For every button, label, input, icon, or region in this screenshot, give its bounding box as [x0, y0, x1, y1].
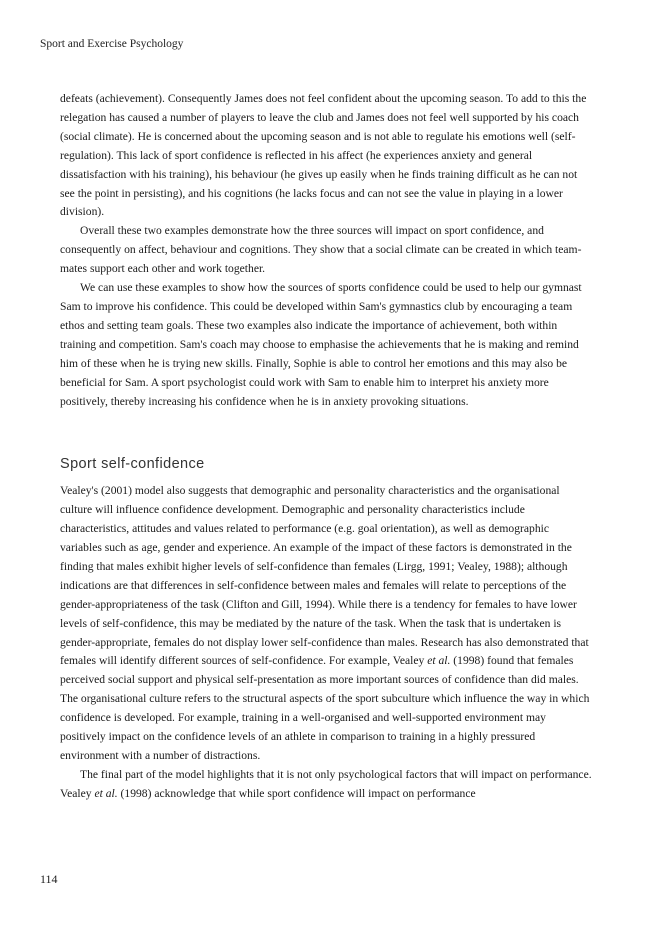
paragraph [60, 482, 592, 766]
text-run: The final part of the model highlights that it is not only psychological factors that will impact on performance. Vealey [60, 767, 592, 800]
section-heading: Sport self-confidence [60, 456, 205, 473]
text-run: (1998) found that females perceived social support and physical self-presentation as more important sources of confidence than did males. The organisational culture refers to the structural aspects of the sport subculture which influence the way in which confidence is developed. For example, training in a well-organised and well-supported environment may positively impact on the confidence levels of an athlete in comparison to training in a highly pressured environment with a number of distractions. [60, 654, 590, 762]
paragraph: We can use these examples to show how the sources of sports confidence could be used to help our gymnast Sam to improve his confidence. This could be developed within Sam's gymnastics club by encouraging a team ethos and setting team goals. These two examples also indicate the importance of achievement, both within training and competition. Sam's coach may choose to emphasise the achievements that he is making and remind him of these when he is trying new skills. Finally, Sophie is able to control her emotions and this may also be beneficial for Sam. A sport psychologist could work with Sam to enable him to interpret his anxiety more positively, thereby increasing his confidence when he is in anxiety provoking situations. [60, 281, 582, 408]
paragraph [60, 766, 592, 804]
text-run: (1998) acknowledge that while sport confidence will impact on performance [117, 786, 476, 800]
text-run: Vealey's (2001) model also suggests that demographic and personality characteristics and the organisational culture will influence confidence development. Demographic and personality characteristics include characteristics, attitudes and values related to performance (e.g. goal orientation), as well as demographic variables such as age, gender and experience. An example of the impact of these factors is demonstrated in the finding that males exhibit higher levels of self-confidence than females (Lirgg, 1991; Vealey, 1988); although indications are that differences in self-confidence between males and females will relate to perceptions of the gender-appropriateness of the task (Clifton and Gill, 1994). While there is a tendency for females to have lower levels of self-confidence, this may be mediated by the nature of the task. When the task that is undertaken is gender-appropriate, females do not display lower self-confidence than males. Research has also demonstrated that females will identify different sources of self-confidence. For example, Vealey [60, 484, 589, 668]
paragraph: defeats (achievement). Consequently James does not feel confident about the upcoming season. To add to this the relegation has caused a number of players to leave the club and James does not feel well supported by his coach (social climate). He is concerned about the upcoming season and is not able to regulate his emotions well (self-regulation). This lack of sport confidence is reflected in his affect (he experiences anxiety and general dissatisfaction with his training), his behaviour (he gives up easily when he finds training difficult as he can not see the point in persisting), and his cognitions (he lacks focus and can not see the value in playing in a lower division). [60, 92, 587, 219]
et-al-italic: et al. [94, 786, 118, 800]
body-text [60, 90, 592, 804]
paragraph: Overall these two examples demonstrate how the three sources will impact on sport confidence, and consequently on affect, behaviour and cognitions. They show that a social climate can be created in which team-mates support each other and work together. [60, 224, 582, 276]
page-number: 114 [40, 872, 58, 886]
running-head: Sport and Exercise Psychology [40, 38, 184, 50]
et-al-italic: et al. [427, 654, 451, 668]
